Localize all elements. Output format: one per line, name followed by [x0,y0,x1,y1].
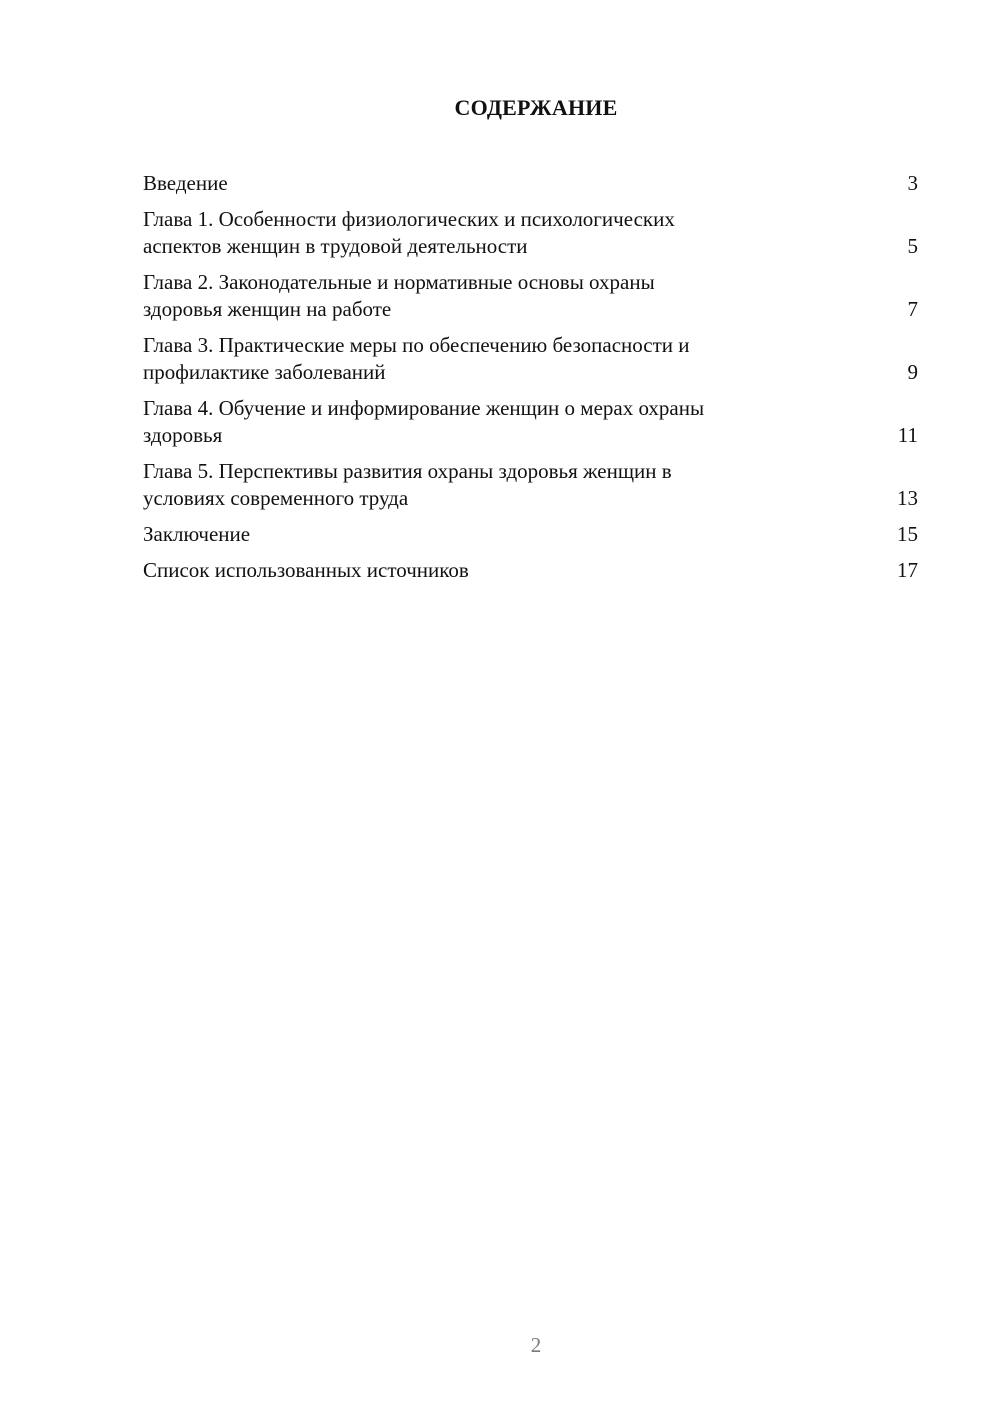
toc-entry-references [143,557,918,584]
toc-entry-line: здоровья [143,423,223,447]
toc-entry-line: условиях современного труда [143,486,409,510]
toc-entry-page-number: 3 [907,171,918,195]
toc-entry-page-number: 9 [907,360,918,384]
toc-entry-text [143,269,833,323]
toc-entry-line: Глава 2. Законодательные и нормативные основы охраны [143,270,655,294]
toc-entry-page-number: 11 [897,423,918,447]
toc-entry-line: профилактике заболеваний [143,360,386,384]
toc-entry-line: Заключение [143,522,251,546]
toc-entry-line: Глава 4. Обучение и информирование женщин о мерах охраны [143,396,705,420]
toc-entry-page-number: 17 [897,558,918,582]
toc-entry-introduction [143,170,918,197]
toc-entry-conclusion [143,521,918,548]
toc-entry-line: Глава 1. Особенности физиологических и психологических [143,207,675,231]
toc-entry-text [143,206,833,260]
toc-entry-text [143,332,833,386]
toc-entry-line: аспектов женщин в трудовой деятельности [143,234,528,258]
toc-entry-text [143,458,833,512]
table-of-contents [143,170,918,593]
toc-entry-text [143,557,833,584]
toc-entry-chapter-1 [143,206,918,260]
toc-entry-text [143,170,833,197]
toc-entry-line: Глава 5. Перспективы развития охраны здоровья женщин в [143,459,672,483]
toc-entry-line: Глава 3. Практические меры по обеспечению безопасности и [143,333,690,357]
toc-entry-chapter-5 [143,458,918,512]
toc-entry-line: здоровья женщин на работе [143,297,392,321]
toc-entry-chapter-4 [143,395,918,449]
toc-entry-page-number: 15 [897,522,918,546]
toc-entry-text [143,395,833,449]
toc-entry-page-number: 7 [907,297,918,321]
toc-entry-page-number: 5 [907,234,918,258]
toc-entry-chapter-2 [143,269,918,323]
toc-entry-page-number: 13 [897,486,918,510]
toc-entry-line: Введение [143,171,228,195]
page-number: 2 [530,1333,542,1357]
page-title: СОДЕРЖАНИЕ [454,95,618,120]
toc-entry-line: Список использованных источников [143,558,469,582]
toc-entry-chapter-3 [143,332,918,386]
toc-entry-text [143,521,833,548]
